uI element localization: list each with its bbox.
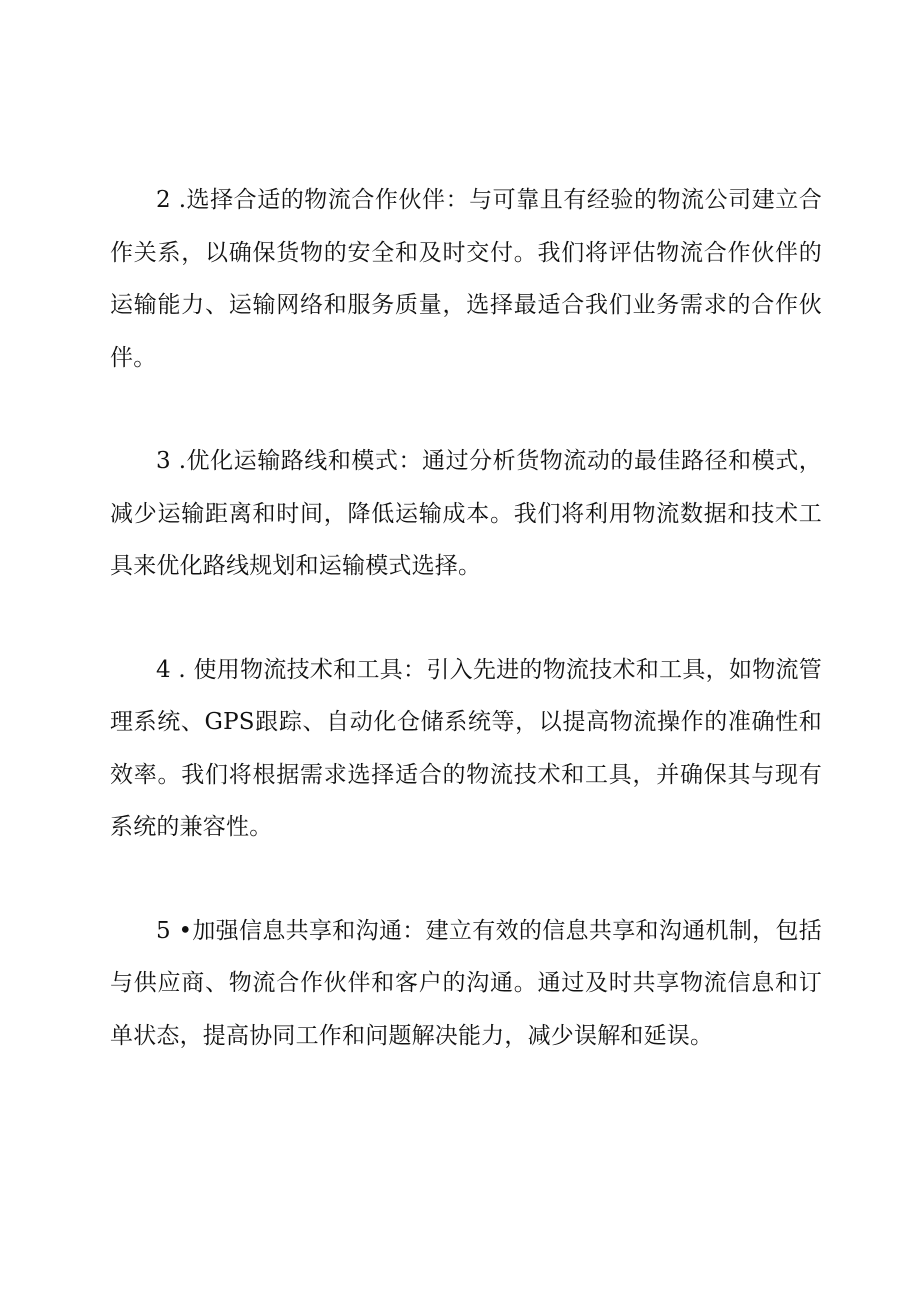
paragraph-item-5: 5 •加强信息共享和沟通：建立有效的信息共享和沟通机制，包括与供应商、物流合作伙伴和客户的沟通。通过及时共享物流信息和订单状态，提高协同工作和问题解决能力，减少误解和延误。 [110,917,822,1049]
paragraph-item-3: 3 .优化运输路线和模式：通过分析货物流动的最佳路径和模式，减少运输距离和时间，降低运输成本。我们将利用物流数据和技术工具来优化路线规划和运输模式选择。 [110,448,822,579]
document-body [110,174,822,1062]
paragraph-item-4: 4 . 使用物流技术和工具：引入先进的物流技术和工具，如物流管理系统、GPS跟踪、自动化仓储系统等，以提高物流操作的准确性和效率。我们将根据需求选择适合的物流技术和工具，并确保其与现有系统的兼容性。 [110,656,822,840]
paragraph-item-2: 2 .选择合适的物流合作伙伴：与可靠且有经验的物流公司建立合作关系，以确保货物的安全和及时交付。我们将评估物流合作伙伴的运输能力、运输网络和服务质量，选择最适合我们业务需求的合作伙伴。 [110,187,822,371]
